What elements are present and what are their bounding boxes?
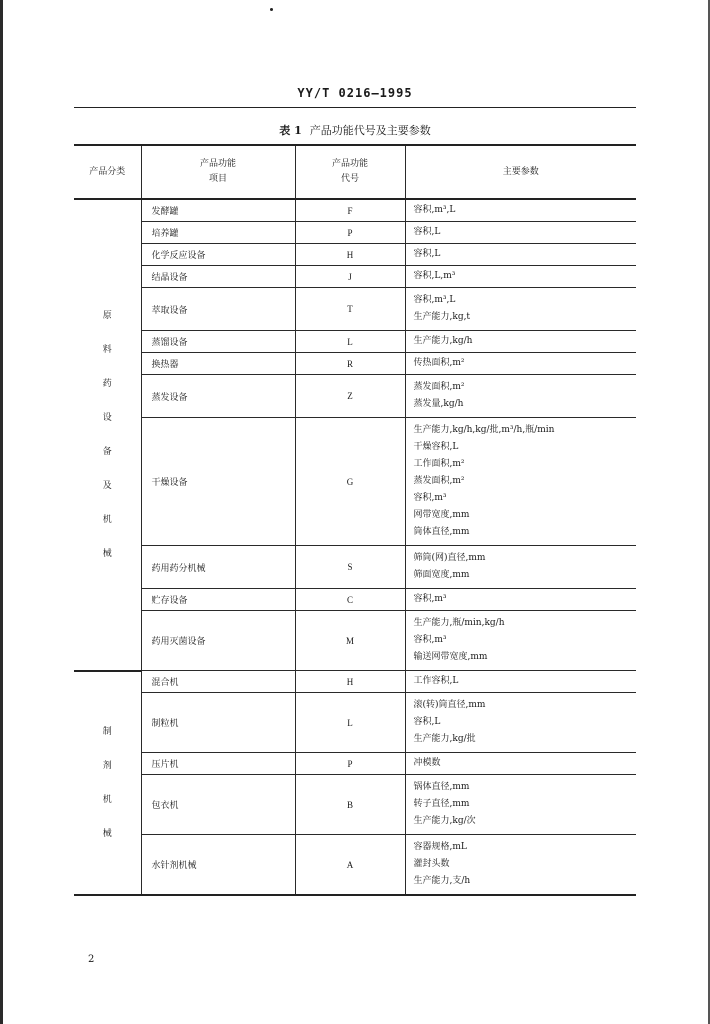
- table-row: [74, 835, 636, 896]
- param-line: 筒体直径,mm: [413, 527, 470, 537]
- table-row: [74, 353, 636, 375]
- code-cell: R: [295, 353, 405, 375]
- param-line: 容积,m³: [413, 635, 447, 645]
- category-char: 备: [102, 446, 112, 457]
- item-cell: 压片机: [141, 753, 295, 775]
- category-char: 剂: [102, 760, 112, 771]
- item-cell: 蒸发设备: [141, 375, 295, 418]
- param-line: 干燥容积,L: [413, 442, 459, 452]
- table-row: [74, 375, 636, 418]
- category-cell: [74, 199, 141, 671]
- table-row: [74, 693, 636, 753]
- params-cell: [405, 611, 636, 671]
- param-line: 生产能力,kg,t: [413, 312, 471, 322]
- param-line: 蒸发面积,m²: [413, 382, 465, 392]
- params-cell: [405, 775, 636, 835]
- item-cell: 水针剂机械: [141, 835, 295, 896]
- param-line: 生产能力,瓶/min,kg/h: [413, 618, 505, 628]
- scan-speck: [270, 8, 273, 11]
- params-cell: [405, 589, 636, 611]
- category-char: 及: [102, 480, 112, 491]
- params-cell: [405, 693, 636, 753]
- code-cell: C: [295, 589, 405, 611]
- item-cell: 结晶设备: [141, 266, 295, 288]
- code-cell: L: [295, 331, 405, 353]
- item-cell: 混合机: [141, 671, 295, 693]
- params-cell: [405, 222, 636, 244]
- code-cell: G: [295, 418, 405, 546]
- param-line: 生产能力,kg/h,kg/批,m³/h,瓶/min: [413, 425, 555, 435]
- table-row: [74, 671, 636, 693]
- param-line: 传热面积,m²: [413, 358, 465, 368]
- category-char: 料: [102, 344, 112, 355]
- table-row: [74, 775, 636, 835]
- params-cell: [405, 331, 636, 353]
- param-line: 工作面积,m²: [413, 459, 465, 469]
- code-cell: Z: [295, 375, 405, 418]
- param-line: 容器规格,mL: [413, 842, 467, 852]
- standard-number: YY/T 0216—1995: [297, 86, 413, 100]
- item-cell: 包衣机: [141, 775, 295, 835]
- params-cell: [405, 266, 636, 288]
- param-line: 容积,m³,L: [413, 295, 456, 305]
- code-cell: P: [295, 222, 405, 244]
- table-row: [74, 288, 636, 331]
- params-cell: [405, 546, 636, 589]
- item-cell: 药用灭菌设备: [141, 611, 295, 671]
- param-line: 生产能力,kg/次: [413, 816, 476, 826]
- param-line: 容积,L: [413, 717, 441, 727]
- col-code: 产品功能 代号: [295, 145, 405, 199]
- param-line: 筛筒(网)直径,mm: [413, 553, 486, 563]
- item-cell: 化学反应设备: [141, 244, 295, 266]
- code-cell: L: [295, 693, 405, 753]
- item-cell: 药用药分机械: [141, 546, 295, 589]
- param-line: 锅体直径,mm: [413, 782, 470, 792]
- table-row: [74, 222, 636, 244]
- category-char: 机: [102, 514, 112, 525]
- table-row: [74, 244, 636, 266]
- code-cell: S: [295, 546, 405, 589]
- table-row: [74, 753, 636, 775]
- page-number: 2: [88, 954, 95, 965]
- params-cell: [405, 375, 636, 418]
- table-title: 产品功能代号及主要参数: [309, 124, 431, 137]
- params-cell: [405, 418, 636, 546]
- table-caption: [0, 122, 710, 138]
- table-row: [74, 331, 636, 353]
- params-cell: [405, 199, 636, 222]
- item-cell: 蒸馏设备: [141, 331, 295, 353]
- category-char: 机: [102, 794, 112, 805]
- item-cell: 干燥设备: [141, 418, 295, 546]
- item-cell: 换热器: [141, 353, 295, 375]
- item-cell: 贮存设备: [141, 589, 295, 611]
- param-line: 蒸发面积,m²: [413, 476, 465, 486]
- param-line: 筛面宽度,mm: [413, 570, 470, 580]
- code-cell: H: [295, 671, 405, 693]
- param-line: 容积,L,m³: [413, 271, 456, 281]
- code-cell: A: [295, 835, 405, 896]
- params-table: [74, 144, 636, 896]
- param-line: 容积,L: [413, 227, 441, 237]
- params-cell: [405, 288, 636, 331]
- params-cell: [405, 671, 636, 693]
- param-line: 容积,m³: [413, 594, 447, 604]
- item-cell: 萃取设备: [141, 288, 295, 331]
- category-char: 械: [102, 548, 112, 559]
- table-body: [74, 199, 636, 895]
- header-rule: [74, 107, 636, 108]
- col-item: 产品功能 项目: [141, 145, 295, 199]
- table-header-row: [74, 145, 636, 199]
- code-cell: M: [295, 611, 405, 671]
- col-params: 主要参数: [405, 145, 636, 199]
- table-row: [74, 418, 636, 546]
- param-line: 工作容积,L: [413, 676, 459, 686]
- param-line: 输送网带宽度,mm: [413, 652, 488, 662]
- param-line: 滚(转)筒直径,mm: [413, 700, 486, 710]
- table-row: [74, 266, 636, 288]
- param-line: 冲模数: [413, 758, 441, 768]
- item-cell: 制粒机: [141, 693, 295, 753]
- table-label: 表 1: [279, 124, 302, 137]
- category-char: 药: [102, 378, 112, 389]
- category-char: 设: [102, 412, 112, 423]
- param-line: 转子直径,mm: [413, 799, 470, 809]
- category-char: 械: [102, 828, 112, 839]
- item-cell: 培养罐: [141, 222, 295, 244]
- param-line: 网带宽度,mm: [413, 510, 470, 520]
- category-char: 制: [102, 726, 112, 737]
- code-cell: F: [295, 199, 405, 222]
- category-char: 原: [102, 310, 112, 321]
- param-line: 容积,L: [413, 249, 441, 259]
- params-cell: [405, 244, 636, 266]
- item-cell: 发酵罐: [141, 199, 295, 222]
- param-line: 灌封头数: [413, 859, 450, 869]
- code-cell: B: [295, 775, 405, 835]
- params-cell: [405, 353, 636, 375]
- param-line: 生产能力,kg/h: [413, 336, 473, 346]
- param-line: 生产能力,支/h: [413, 876, 471, 886]
- table-row: [74, 589, 636, 611]
- code-cell: T: [295, 288, 405, 331]
- table-row: [74, 199, 636, 222]
- code-cell: H: [295, 244, 405, 266]
- params-cell: [405, 835, 636, 896]
- col-category: 产品分类: [74, 145, 141, 199]
- category-cell: [74, 671, 141, 896]
- params-cell: [405, 753, 636, 775]
- code-cell: J: [295, 266, 405, 288]
- code-cell: P: [295, 753, 405, 775]
- param-line: 容积,m³,L: [413, 205, 456, 215]
- param-line: 生产能力,kg/批: [413, 734, 476, 744]
- param-line: 容积,m³: [413, 493, 447, 503]
- table-row: [74, 611, 636, 671]
- table-row: [74, 546, 636, 589]
- param-line: 蒸发量,kg/h: [413, 399, 464, 409]
